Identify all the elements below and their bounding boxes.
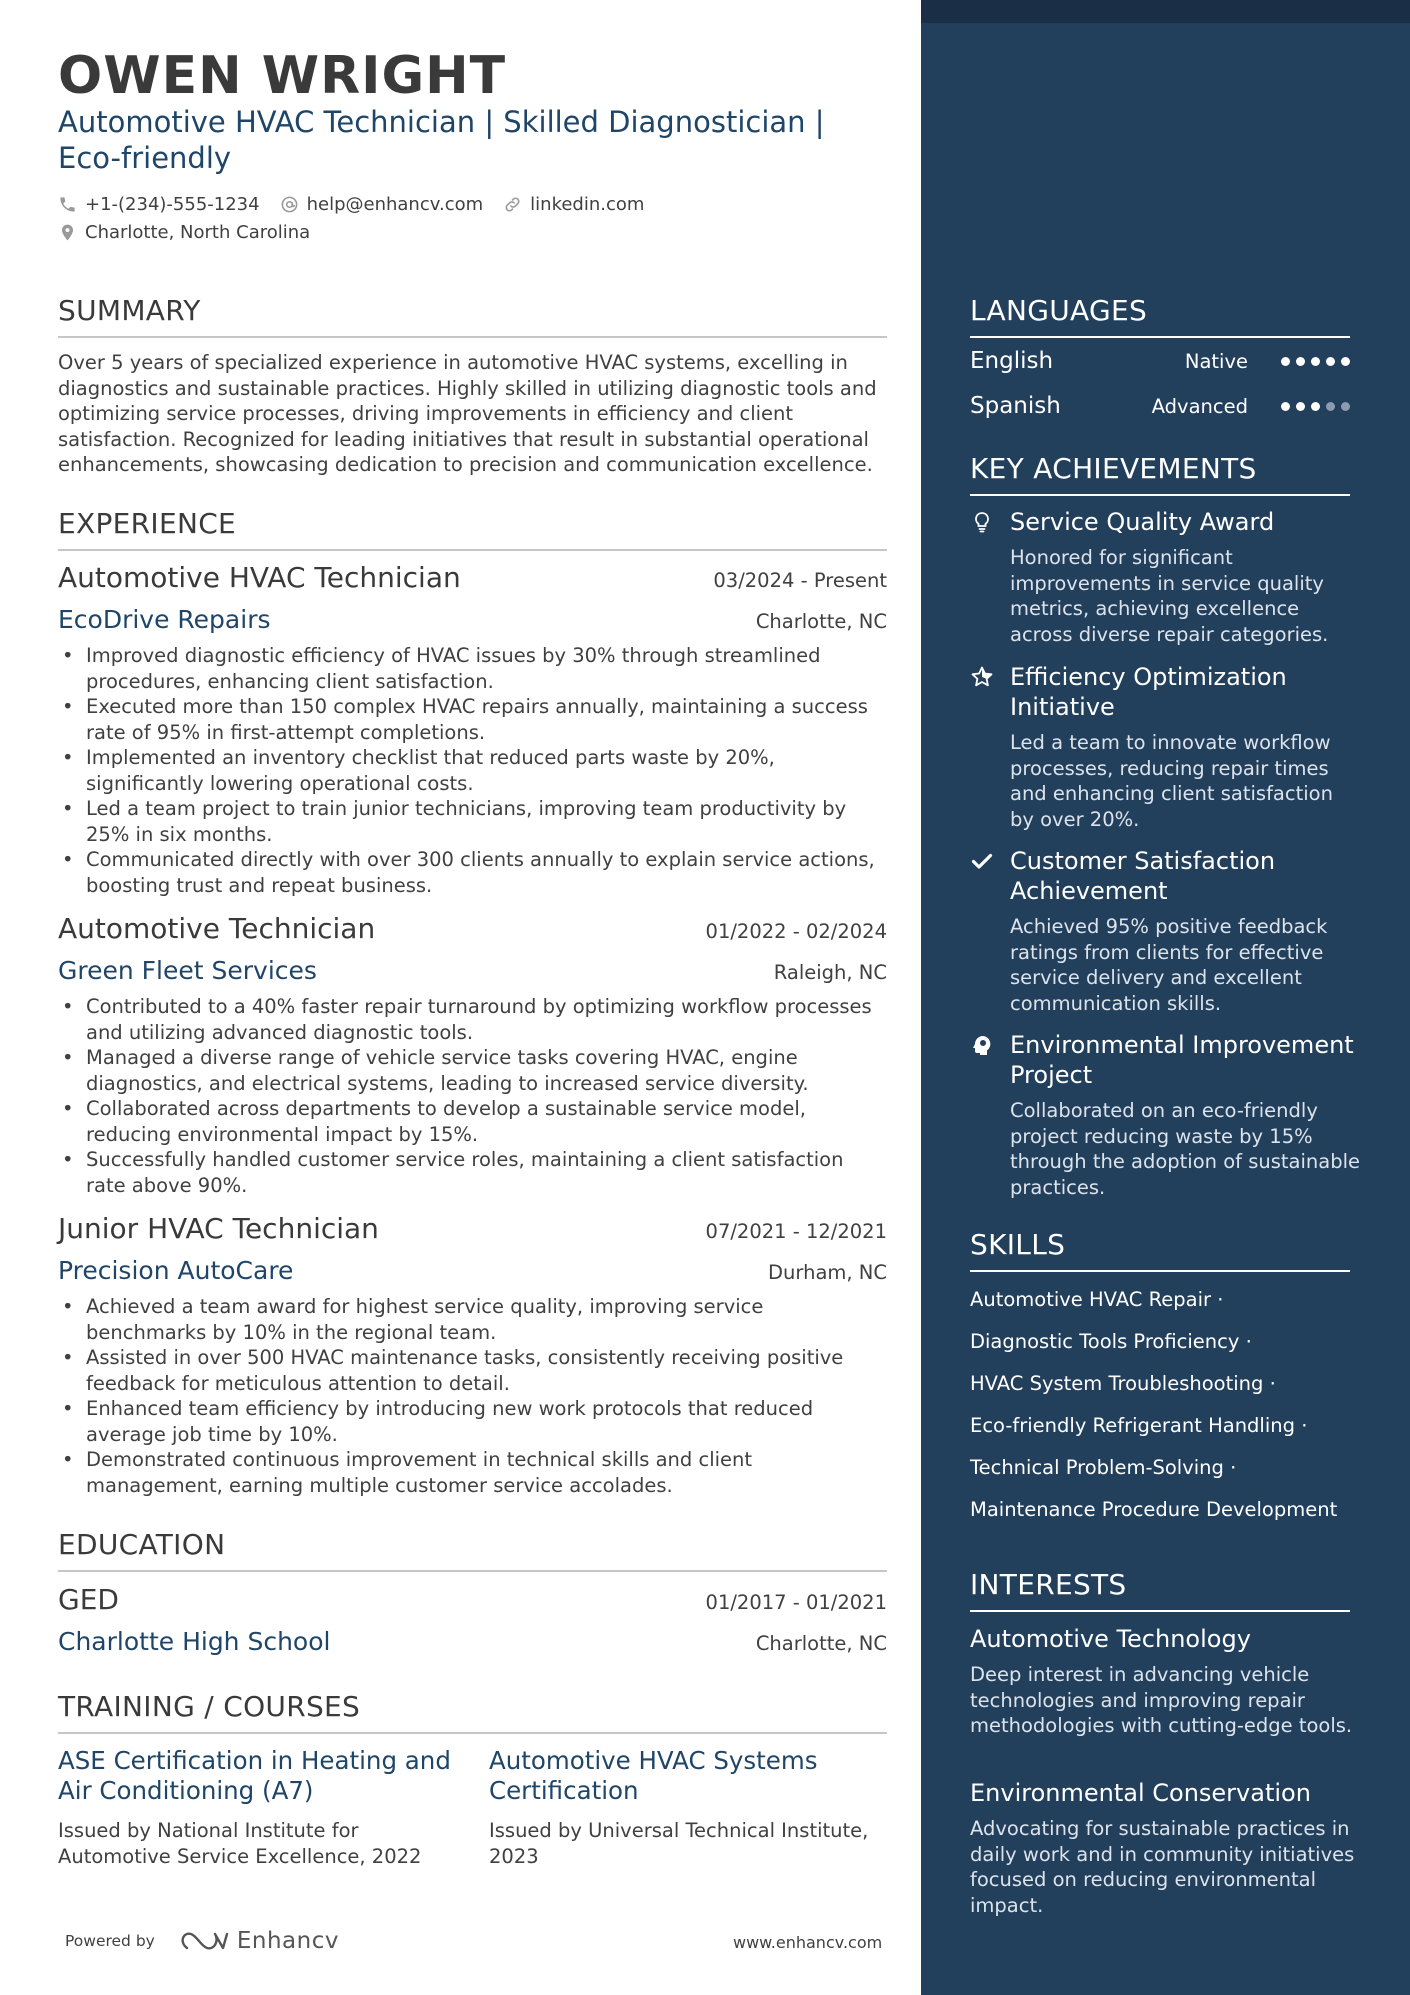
headline <box>58 104 858 176</box>
job-location: Charlotte, NC <box>755 610 887 633</box>
education-date: 01/2017 - 01/2021 <box>705 1591 887 1614</box>
job-bullets <box>58 994 887 1198</box>
achievement-title: Customer Satisfaction Achievement <box>1010 847 1276 905</box>
summary-text: Over 5 years of specialized experience in automotive HVAC systems, excelling in diagnostics and sustainable practices. Highly skilled in utilizing diagnostic tools and optimizing service processes, driving improvements in efficiency and client satisfaction. Recognized for leading initiatives that result in substantial operational enhancements, showcasing dedication to precision and communication excellence. <box>58 351 877 476</box>
job-location: Raleigh, NC <box>773 961 887 984</box>
interest-item <box>970 1624 1360 1739</box>
rating-dot-empty <box>1326 402 1335 411</box>
job-company: EcoDrive Repairs <box>58 605 271 634</box>
footer-branding[interactable] <box>65 1928 339 1954</box>
rating-dot-filled <box>1341 357 1350 366</box>
bullet-item: • Communicated directly with over 300 clients annually to explain service actions, boosting trust and repeat business. <box>58 847 887 898</box>
email-text: help@enhancv.com <box>306 194 484 215</box>
language-level: Native <box>1184 349 1248 373</box>
phone-icon <box>58 195 77 214</box>
bullet-item: • Contributed to a 40% faster repair turnaround by optimizing workflow processes and utilizing advanced diagnostic tools. <box>58 994 887 1045</box>
contact-phone[interactable] <box>58 194 260 215</box>
job-location: Durham, NC <box>768 1261 887 1284</box>
achievement-description: Collaborated on an eco-friendly project reducing waste by 15% through the adoption of sustainable practices. <box>1010 1099 1360 1199</box>
enhancv-logo-icon <box>181 1928 229 1954</box>
head-brain-icon <box>970 1033 994 1057</box>
interest-description: Advocating for sustainable practices in daily work and in community initiatives focused on reducing environmental impact. <box>970 1817 1355 1917</box>
language-row-english <box>970 348 1350 374</box>
contact-row-2 <box>58 222 330 243</box>
headline-line-2: Eco-friendly <box>58 141 232 175</box>
rating-dot-filled <box>1296 357 1305 366</box>
job-title: Automotive Technician <box>58 912 376 945</box>
school-location: Charlotte, NC <box>755 1632 887 1655</box>
contact-row-1 <box>58 194 664 215</box>
rating-dot-filled <box>1311 357 1320 366</box>
link-icon <box>503 195 522 214</box>
bullet-item: • Achieved a team award for highest service quality, improving service benchmarks by 10% in the regional team. <box>58 1294 887 1345</box>
check-icon <box>970 849 994 873</box>
at-icon <box>280 195 299 214</box>
headline-line-1: Automotive HVAC Technician | Skilled Diagnostician | <box>58 105 825 139</box>
achievement-item <box>970 1030 1360 1200</box>
skill-item: Technical Problem-Solving · <box>970 1456 1237 1479</box>
interests-section-title: INTERESTS <box>970 1568 1350 1612</box>
bullet-item: • Assisted in over 500 HVAC maintenance tasks, consistently receiving positive feedback for meticulous attention to detail. <box>58 1345 887 1396</box>
skill-item: HVAC System Troubleshooting · <box>970 1372 1276 1395</box>
achievement-description: Honored for significant improvements in service quality metrics, achieving excellence across diverse repair categories. <box>1010 546 1329 646</box>
sidebar-top-strip <box>921 0 1410 23</box>
powered-by-text: Powered by <box>65 1932 155 1950</box>
achievements-section-title: KEY ACHIEVEMENTS <box>970 452 1350 496</box>
achievement-title: Service Quality Award <box>1010 508 1275 536</box>
course-title: Automotive HVAC Systems Certification <box>489 1746 818 1805</box>
job-title: Automotive HVAC Technician <box>58 561 461 594</box>
rating-dot-filled <box>1311 402 1320 411</box>
bullet-item: • Managed a diverse range of vehicle service tasks covering HVAC, engine diagnostics, and electrical systems, leading to increased service diversity. <box>58 1045 887 1096</box>
rating-dot-filled <box>1326 357 1335 366</box>
languages-section-title: LANGUAGES <box>970 294 1350 338</box>
job-company: Precision AutoCare <box>58 1256 294 1285</box>
rating-dot-filled <box>1296 402 1305 411</box>
contact-linkedin[interactable] <box>503 194 644 215</box>
interest-description: Deep interest in advancing vehicle technologies and improving repair methodologies with cutting-edge tools. <box>970 1663 1353 1737</box>
job-date: 03/2024 - Present <box>713 569 887 592</box>
skill-item: Maintenance Procedure Development <box>970 1498 1338 1521</box>
rating-dot-empty <box>1341 402 1350 411</box>
language-name: English <box>970 348 1054 374</box>
job-date: 07/2021 - 12/2021 <box>705 1220 887 1243</box>
lightbulb-icon <box>970 510 994 534</box>
bullet-item: • Enhanced team efficiency by introducing new work protocols that reduced average job time by 10%. <box>58 1396 887 1447</box>
interest-title: Environmental Conservation <box>970 1779 1311 1807</box>
language-rating <box>1281 402 1350 411</box>
skill-item: Diagnostic Tools Proficiency · <box>970 1330 1252 1353</box>
education-section-title: EDUCATION <box>58 1528 887 1572</box>
enhancv-wordmark: Enhancv <box>236 1928 339 1954</box>
education-entry <box>58 1583 887 1665</box>
bullet-item: • Executed more than 150 complex HVAC repairs annually, maintaining a success rate of 95% in first-attempt completions. <box>58 694 887 745</box>
achievement-title: Environmental Improvement Project <box>1010 1031 1354 1089</box>
contact-location <box>58 222 310 243</box>
course-issuer: Issued by Universal Technical Institute, 2023 <box>489 1819 869 1868</box>
achievement-title: Efficiency Optimization Initiative <box>1010 663 1287 721</box>
achievement-item <box>970 662 1360 832</box>
skill-item: Automotive HVAC Repair · <box>970 1288 1224 1311</box>
degree: GED <box>58 1583 119 1616</box>
training-section-title: TRAINING / COURSES <box>58 1690 887 1734</box>
achievement-description: Led a team to innovate workflow processes, reducing repair times and enhancing client satisfaction by over 20%. <box>1010 731 1333 831</box>
skills-section-title: SKILLS <box>970 1228 1350 1272</box>
course-entry-2 <box>489 1746 894 1869</box>
job-entry-1 <box>58 561 887 898</box>
summary-section-title: SUMMARY <box>58 294 887 338</box>
bullet-item: • Demonstrated continuous improvement in technical skills and client management, earning multiple customer service accolades. <box>58 1447 887 1498</box>
language-rating <box>1281 357 1350 366</box>
achievement-item <box>970 507 1360 647</box>
job-company: Green Fleet Services <box>58 956 317 985</box>
star-icon <box>970 665 994 689</box>
job-entry-2 <box>58 912 887 1198</box>
bullet-item: • Successfully handled customer service roles, maintaining a client satisfaction rate above 90%. <box>58 1147 887 1198</box>
course-issuer: Issued by National Institute for Automotive Service Excellence, 2022 <box>58 1819 422 1868</box>
footer-url[interactable]: www.enhancv.com <box>733 1933 883 1952</box>
rating-dot-filled <box>1281 402 1290 411</box>
course-title: ASE Certification in Heating and Air Conditioning (A7) <box>58 1746 451 1805</box>
bullet-item: • Collaborated across departments to develop a sustainable service model, reducing environmental impact by 15%. <box>58 1096 887 1147</box>
job-bullets <box>58 1294 887 1498</box>
rating-dot-filled <box>1281 357 1290 366</box>
language-row-spanish <box>970 393 1350 419</box>
location-text: Charlotte, North Carolina <box>85 222 311 243</box>
skill-item: Eco-friendly Refrigerant Handling · <box>970 1414 1308 1437</box>
job-bullets <box>58 643 887 898</box>
candidate-name: OWEN WRIGHT <box>58 46 507 106</box>
contact-email[interactable] <box>280 194 484 215</box>
experience-section-title: EXPERIENCE <box>58 507 887 551</box>
location-pin-icon <box>58 223 77 242</box>
bullet-item: • Implemented an inventory checklist that reduced parts waste by 20%, significantly lowering operational costs. <box>58 745 887 796</box>
phone-text: +1-(234)-555-1234 <box>85 194 260 215</box>
bullet-item: • Led a team project to train junior technicians, improving team productivity by 25% in six months. <box>58 796 887 847</box>
school-name: Charlotte High School <box>58 1627 331 1656</box>
language-name: Spanish <box>970 393 1061 419</box>
job-entry-3 <box>58 1212 887 1498</box>
achievement-item <box>970 846 1360 1016</box>
achievement-description: Achieved 95% positive feedback ratings from clients for effective service delivery and excellent communication skills. <box>1010 915 1328 1015</box>
bullet-item: • Improved diagnostic efficiency of HVAC issues by 30% through streamlined procedures, enhancing client satisfaction. <box>58 643 887 694</box>
language-level: Advanced <box>1151 394 1248 418</box>
job-date: 01/2022 - 02/2024 <box>705 920 887 943</box>
linkedin-text: linkedin.com <box>530 194 645 215</box>
sidebar-column <box>921 0 1410 1995</box>
interest-title: Automotive Technology <box>970 1625 1251 1653</box>
job-title: Junior HVAC Technician <box>58 1212 379 1245</box>
interest-item <box>970 1778 1360 1918</box>
course-entry-1 <box>58 1746 463 1869</box>
